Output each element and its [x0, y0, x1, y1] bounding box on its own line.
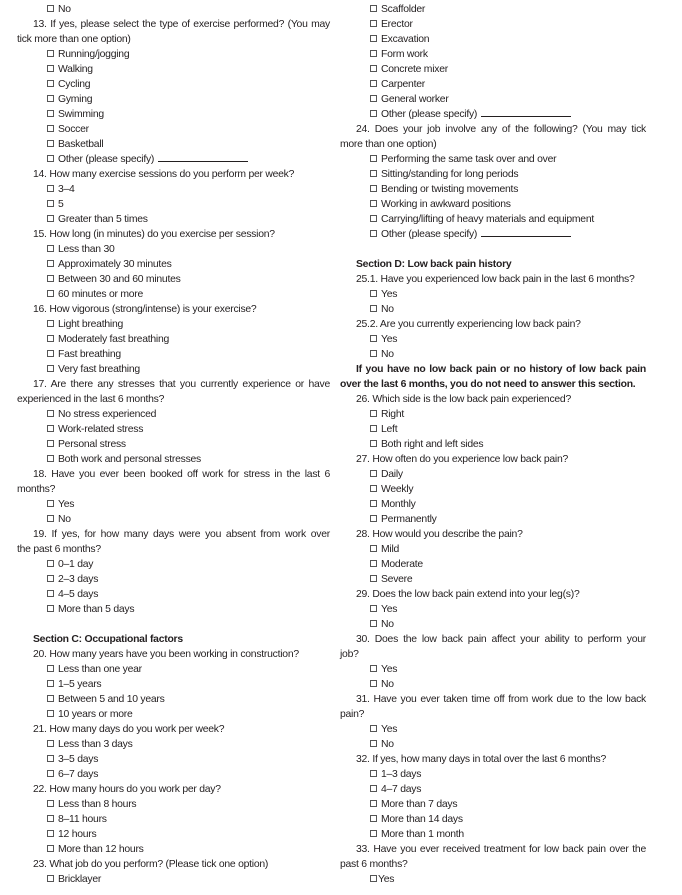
option-label: Yes	[378, 874, 395, 885]
checkbox-icon[interactable]	[47, 830, 54, 837]
option-label: Yes	[381, 724, 398, 735]
option-label: Performing the same task over and over	[381, 154, 557, 165]
checkbox-icon[interactable]	[370, 80, 377, 87]
checkbox-option[interactable]	[17, 842, 330, 857]
option-label: Yes	[381, 604, 398, 615]
checkbox-icon[interactable]	[370, 560, 377, 567]
question-text: 29. Does the low back pain extend into your leg(s)?	[356, 589, 580, 600]
option-label: Walking	[58, 64, 93, 75]
option-label: Carpenter	[381, 79, 425, 90]
checkbox-option[interactable]	[340, 797, 646, 812]
question-text: 27. How often do you experience low back pain?	[356, 454, 569, 465]
option-label: 1–3 days	[381, 769, 422, 780]
checkbox-icon[interactable]	[47, 5, 54, 12]
option-label: Less than 8 hours	[58, 799, 137, 810]
option-label: No	[381, 739, 394, 750]
checkbox-icon[interactable]	[47, 845, 54, 852]
option-label: Yes	[381, 289, 398, 300]
checkbox-option[interactable]	[17, 47, 330, 62]
checkbox-option[interactable]	[17, 707, 330, 722]
question-text: 25.1. Have you experienced low back pain in the last 6 months?	[356, 274, 635, 285]
option-label: Gyming	[58, 94, 93, 105]
option-label: Moderate	[381, 559, 423, 570]
option-label: Both work and personal stresses	[58, 454, 201, 465]
checkbox-option[interactable]	[340, 677, 646, 692]
checkbox-icon[interactable]	[370, 20, 377, 27]
checkbox-icon[interactable]	[370, 815, 377, 822]
question-text-continued: job?	[340, 649, 359, 660]
option-label: Soccer	[58, 124, 89, 135]
option-label: 60 minutes or more	[58, 289, 144, 300]
checkbox-option[interactable]	[340, 77, 646, 92]
checkbox-icon[interactable]	[47, 125, 54, 132]
checkbox-option[interactable]	[340, 437, 646, 452]
question-text-continued: more than one option)	[340, 139, 437, 150]
question-text: 31. Have you ever taken time off from work due to the low back	[356, 694, 646, 705]
checkbox-option[interactable]	[17, 812, 330, 827]
checkbox-icon[interactable]	[370, 875, 377, 882]
option-label: Basketball	[58, 139, 104, 150]
checkbox-icon[interactable]	[370, 95, 377, 102]
checkbox-icon[interactable]	[47, 290, 54, 297]
checkbox-icon[interactable]	[370, 350, 377, 357]
question-text-continued: the past 6 months?	[17, 544, 101, 555]
section-note: If you have no low back pain or no history of low back pain	[356, 364, 646, 375]
checkbox-icon[interactable]	[370, 290, 377, 297]
option-label: No	[381, 349, 394, 360]
checkbox-icon[interactable]	[47, 695, 54, 702]
checkbox-icon[interactable]	[47, 665, 54, 672]
question-text: 33. Have you ever received treatment for low back pain over the	[356, 844, 646, 855]
question-text: 21. How many days do you work per week?	[33, 724, 225, 735]
option-label: Between 5 and 10 years	[58, 694, 165, 705]
checkbox-icon[interactable]	[370, 785, 377, 792]
checkbox-option[interactable]	[17, 602, 330, 617]
option-label: General worker	[381, 94, 449, 105]
checkbox-option[interactable]	[17, 122, 330, 137]
option-label: Scaffolder	[381, 4, 426, 15]
checkbox-icon[interactable]	[47, 815, 54, 822]
checkbox-icon[interactable]	[370, 575, 377, 582]
option-label: Severe	[381, 574, 413, 585]
option-label: Both right and left sides	[381, 439, 484, 450]
specify-field[interactable]	[158, 152, 248, 162]
checkbox-icon[interactable]	[370, 500, 377, 507]
option-label: No	[381, 619, 394, 630]
checkbox-option[interactable]	[17, 62, 330, 77]
question-text-continued: pain?	[340, 709, 365, 720]
option-label: Erector	[381, 19, 413, 30]
checkbox-option[interactable]	[17, 242, 330, 257]
checkbox-option[interactable]	[17, 572, 330, 587]
option-label: 12 hours	[58, 829, 97, 840]
option-label: Very fast breathing	[58, 364, 140, 375]
option-label: More than 14 days	[381, 814, 463, 825]
checkbox-icon[interactable]	[47, 200, 54, 207]
option-label: 10 years or more	[58, 709, 133, 720]
option-label: Cycling	[58, 79, 91, 90]
checkbox-option[interactable]	[340, 347, 646, 362]
option-label: Mild	[381, 544, 400, 555]
option-label: 4–5 days	[58, 589, 99, 600]
checkbox-icon[interactable]	[370, 485, 377, 492]
checkbox-icon[interactable]	[370, 335, 377, 342]
checkbox-icon[interactable]	[370, 50, 377, 57]
checkbox-icon[interactable]	[47, 800, 54, 807]
question-text: 18. Have you ever been booked off work for stress in the last 6	[33, 469, 330, 480]
checkbox-icon[interactable]	[47, 455, 54, 462]
checkbox-icon[interactable]	[47, 185, 54, 192]
question-text: 24. Does your job involve any of the following? (You may tick	[356, 124, 646, 135]
question-text: 25.2. Are you currently experiencing low back pain?	[356, 319, 581, 330]
checkbox-icon[interactable]	[47, 740, 54, 747]
checkbox-option[interactable]	[340, 227, 646, 242]
checkbox-icon[interactable]	[370, 605, 377, 612]
question-text-continued: past 6 months?	[340, 859, 408, 870]
section-heading: Section D: Low back pain history	[356, 259, 512, 270]
option-label: Less than 30	[58, 244, 115, 255]
checkbox-option[interactable]	[340, 47, 646, 62]
checkbox-option[interactable]	[17, 197, 330, 212]
checkbox-option[interactable]	[17, 797, 330, 812]
question-text-continued: experienced in the last 6 months?	[17, 394, 165, 405]
checkbox-option[interactable]	[17, 737, 330, 752]
option-label: 8–11 hours	[58, 814, 107, 825]
question-text: 16. How vigorous (strong/intense) is your exercise?	[33, 304, 257, 315]
checkbox-option[interactable]	[340, 2, 646, 17]
option-label: Yes	[381, 334, 398, 345]
option-label: Other (please specify)	[381, 229, 478, 240]
checkbox-option[interactable]	[340, 332, 646, 347]
checkbox-icon[interactable]	[370, 230, 377, 237]
checkbox-icon[interactable]	[370, 545, 377, 552]
checkbox-option[interactable]	[340, 62, 646, 77]
checkbox-option[interactable]	[340, 782, 646, 797]
option-label: Right	[381, 409, 405, 420]
checkbox-icon[interactable]	[370, 620, 377, 627]
checkbox-option[interactable]	[17, 827, 330, 842]
checkbox-icon[interactable]	[47, 80, 54, 87]
checkbox-option[interactable]	[340, 152, 646, 167]
checkbox-option[interactable]	[340, 497, 646, 512]
checkbox-icon[interactable]	[47, 410, 54, 417]
question-text: 22. How many hours do you work per day?	[33, 784, 221, 795]
checkbox-option[interactable]	[17, 152, 330, 167]
option-label: Work-related stress	[58, 424, 144, 435]
checkbox-option[interactable]	[17, 587, 330, 602]
checkbox-option[interactable]	[340, 167, 646, 182]
checkbox-option[interactable]	[17, 92, 330, 107]
checkbox-icon[interactable]	[47, 95, 54, 102]
option-label: Running/jogging	[58, 49, 130, 60]
checkbox-option[interactable]	[340, 872, 646, 887]
option-label: Less than one year	[58, 664, 142, 675]
option-label: No	[58, 4, 71, 15]
option-label: Less than 3 days	[58, 739, 133, 750]
question-text: 26. Which side is the low back pain experienced?	[356, 394, 571, 405]
checkbox-icon[interactable]	[370, 680, 377, 687]
option-label: Between 30 and 60 minutes	[58, 274, 181, 285]
checkbox-option[interactable]	[17, 332, 330, 347]
option-label: Light breathing	[58, 319, 123, 330]
option-label: 3–5 days	[58, 754, 99, 765]
checkbox-icon[interactable]	[370, 410, 377, 417]
checkbox-icon[interactable]	[370, 800, 377, 807]
checkbox-option[interactable]	[340, 572, 646, 587]
option-label: Left	[381, 424, 398, 435]
question-text-continued: months?	[17, 484, 56, 495]
checkbox-option[interactable]	[340, 737, 646, 752]
question-text: 23. What job do you perform? (Please tick one option)	[33, 859, 269, 870]
checkbox-icon[interactable]	[47, 515, 54, 522]
option-label: Fast breathing	[58, 349, 121, 360]
checkbox-option[interactable]	[340, 812, 646, 827]
option-label: 1–5 years	[58, 679, 102, 690]
option-label: 6–7 days	[58, 769, 99, 780]
checkbox-icon[interactable]	[47, 50, 54, 57]
question-text-continued: tick more than one option)	[17, 34, 131, 45]
checkbox-option[interactable]	[17, 2, 330, 17]
checkbox-icon[interactable]	[47, 425, 54, 432]
checkbox-option[interactable]	[340, 767, 646, 782]
option-label: Yes	[58, 499, 75, 510]
checkbox-icon[interactable]	[47, 350, 54, 357]
checkbox-icon[interactable]	[47, 65, 54, 72]
option-label: Other (please specify)	[58, 154, 155, 165]
option-label: Form work	[381, 49, 428, 60]
option-label: 5	[58, 199, 64, 210]
option-label: More than 12 hours	[58, 844, 144, 855]
checkbox-icon[interactable]	[47, 260, 54, 267]
checkbox-icon[interactable]	[370, 5, 377, 12]
checkbox-icon[interactable]	[370, 515, 377, 522]
checkbox-option[interactable]	[340, 467, 646, 482]
checkbox-option[interactable]	[340, 107, 646, 122]
checkbox-icon[interactable]	[370, 155, 377, 162]
checkbox-option[interactable]	[17, 182, 330, 197]
option-label: 2–3 days	[58, 574, 99, 585]
checkbox-option[interactable]	[340, 542, 646, 557]
checkbox-icon[interactable]	[370, 830, 377, 837]
section-heading: Section C: Occupational factors	[33, 634, 183, 645]
checkbox-option[interactable]	[17, 347, 330, 362]
checkbox-option[interactable]	[17, 362, 330, 377]
option-label: Carrying/lifting of heavy materials and equipment	[381, 214, 594, 225]
checkbox-option[interactable]	[17, 107, 330, 122]
checkbox-icon[interactable]	[47, 440, 54, 447]
checkbox-icon[interactable]	[47, 110, 54, 117]
checkbox-option[interactable]	[17, 512, 330, 527]
option-label: 0–1 day	[58, 559, 94, 570]
checkbox-option[interactable]	[17, 677, 330, 692]
option-label: More than 7 days	[381, 799, 458, 810]
option-label: More than 1 month	[381, 829, 464, 840]
specify-field[interactable]	[481, 107, 571, 117]
question-text: 28. How would you describe the pain?	[356, 529, 523, 540]
option-label: No	[381, 679, 394, 690]
checkbox-icon[interactable]	[370, 740, 377, 747]
checkbox-icon[interactable]	[370, 470, 377, 477]
checkbox-icon[interactable]	[370, 65, 377, 72]
checkbox-icon[interactable]	[47, 605, 54, 612]
option-label: Weekly	[381, 484, 414, 495]
checkbox-option[interactable]	[17, 287, 330, 302]
checkbox-icon[interactable]	[47, 365, 54, 372]
checkbox-option[interactable]	[340, 722, 646, 737]
option-label: Sitting/standing for long periods	[381, 169, 519, 180]
option-label: More than 5 days	[58, 604, 135, 615]
checkbox-option[interactable]	[340, 197, 646, 212]
checkbox-option[interactable]	[340, 287, 646, 302]
checkbox-icon[interactable]	[47, 140, 54, 147]
spacer	[340, 242, 646, 257]
checkbox-icon[interactable]	[47, 575, 54, 582]
checkbox-option[interactable]	[340, 557, 646, 572]
checkbox-icon[interactable]	[370, 770, 377, 777]
question-text: 32. If yes, how many days in total over the last 6 months?	[356, 754, 607, 765]
option-label: Concrete mixer	[381, 64, 448, 75]
question-text: 13. If yes, please select the type of exercise performed? (You may	[33, 19, 330, 30]
checkbox-option[interactable]	[340, 32, 646, 47]
option-label: Other (please specify)	[381, 109, 478, 120]
checkbox-icon[interactable]	[47, 335, 54, 342]
checkbox-icon[interactable]	[370, 170, 377, 177]
option-label: No	[58, 514, 71, 525]
option-label: 4–7 days	[381, 784, 422, 795]
right-column	[340, 2, 646, 887]
checkbox-option[interactable]	[340, 182, 646, 197]
checkbox-icon[interactable]	[370, 305, 377, 312]
option-label: Daily	[381, 469, 403, 480]
option-label: Greater than 5 times	[58, 214, 148, 225]
option-label: Permanently	[381, 514, 437, 525]
checkbox-icon[interactable]	[370, 215, 377, 222]
checkbox-option[interactable]	[17, 872, 330, 887]
option-label: Excavation	[381, 34, 430, 45]
checkbox-option[interactable]	[340, 212, 646, 227]
checkbox-icon[interactable]	[47, 155, 54, 162]
checkbox-option[interactable]	[340, 482, 646, 497]
checkbox-option[interactable]	[17, 137, 330, 152]
question-text: 15. How long (in minutes) do you exercise per session?	[33, 229, 275, 240]
option-label: Bending or twisting movements	[381, 184, 519, 195]
checkbox-option[interactable]	[17, 257, 330, 272]
checkbox-option[interactable]	[340, 662, 646, 677]
option-label: No	[381, 304, 394, 315]
option-label: Yes	[381, 664, 398, 675]
question-text: 20. How many years have you been working in construction?	[33, 649, 299, 660]
checkbox-option[interactable]	[340, 302, 646, 317]
checkbox-option[interactable]	[340, 407, 646, 422]
checkbox-icon[interactable]	[370, 665, 377, 672]
checkbox-icon[interactable]	[370, 200, 377, 207]
checkbox-icon[interactable]	[47, 770, 54, 777]
checkbox-icon[interactable]	[370, 725, 377, 732]
checkbox-option[interactable]	[17, 767, 330, 782]
checkbox-icon[interactable]	[47, 680, 54, 687]
checkbox-option[interactable]	[340, 512, 646, 527]
checkbox-icon[interactable]	[47, 275, 54, 282]
option-label: Moderately fast breathing	[58, 334, 169, 345]
checkbox-icon[interactable]	[370, 440, 377, 447]
checkbox-option[interactable]	[340, 17, 646, 32]
checkbox-icon[interactable]	[370, 35, 377, 42]
checkbox-option[interactable]	[340, 827, 646, 842]
checkbox-icon[interactable]	[47, 875, 54, 882]
checkbox-option[interactable]	[17, 497, 330, 512]
option-label: Personal stress	[58, 439, 126, 450]
checkbox-icon[interactable]	[47, 215, 54, 222]
checkbox-option[interactable]	[17, 662, 330, 677]
checkbox-icon[interactable]	[47, 245, 54, 252]
option-label: Swimming	[58, 109, 104, 120]
checkbox-option[interactable]	[17, 212, 330, 227]
question-text: 19. If yes, for how many days were you absent from work over	[33, 529, 330, 540]
option-label: Approximately 30 minutes	[58, 259, 172, 270]
checkbox-icon[interactable]	[47, 590, 54, 597]
question-text: 30. Does the low back pain affect your ability to perform your	[356, 634, 646, 645]
question-text: 17. Are there any stresses that you currently experience or have	[33, 379, 330, 390]
checkbox-option[interactable]	[340, 602, 646, 617]
checkbox-icon[interactable]	[370, 110, 377, 117]
checkbox-option[interactable]	[17, 77, 330, 92]
section-note-continued: over the last 6 months, you do not need to answer this section.	[340, 379, 636, 390]
checkbox-option[interactable]	[17, 557, 330, 572]
checkbox-icon[interactable]	[47, 710, 54, 717]
checkbox-icon[interactable]	[47, 320, 54, 327]
checkbox-icon[interactable]	[47, 560, 54, 567]
option-label: Monthly	[381, 499, 416, 510]
option-label: Bricklayer	[58, 874, 102, 885]
checkbox-option[interactable]	[340, 422, 646, 437]
checkbox-option[interactable]	[17, 752, 330, 767]
checkbox-icon[interactable]	[47, 755, 54, 762]
option-label: No stress experienced	[58, 409, 157, 420]
checkbox-icon[interactable]	[370, 425, 377, 432]
checkbox-option[interactable]	[17, 272, 330, 287]
left-column	[17, 2, 330, 887]
specify-field[interactable]	[481, 227, 571, 237]
checkbox-option[interactable]	[17, 422, 330, 437]
option-label: Working in awkward positions	[381, 199, 511, 210]
checkbox-icon[interactable]	[370, 185, 377, 192]
checkbox-option[interactable]	[17, 437, 330, 452]
checkbox-option[interactable]	[17, 407, 330, 422]
option-label: 3–4	[58, 184, 75, 195]
checkbox-option[interactable]	[17, 452, 330, 467]
spacer	[17, 617, 330, 632]
checkbox-icon[interactable]	[47, 500, 54, 507]
checkbox-option[interactable]	[340, 617, 646, 632]
checkbox-option[interactable]	[17, 692, 330, 707]
checkbox-option[interactable]	[340, 92, 646, 107]
checkbox-option[interactable]	[17, 317, 330, 332]
question-text: 14. How many exercise sessions do you perform per week?	[33, 169, 295, 180]
